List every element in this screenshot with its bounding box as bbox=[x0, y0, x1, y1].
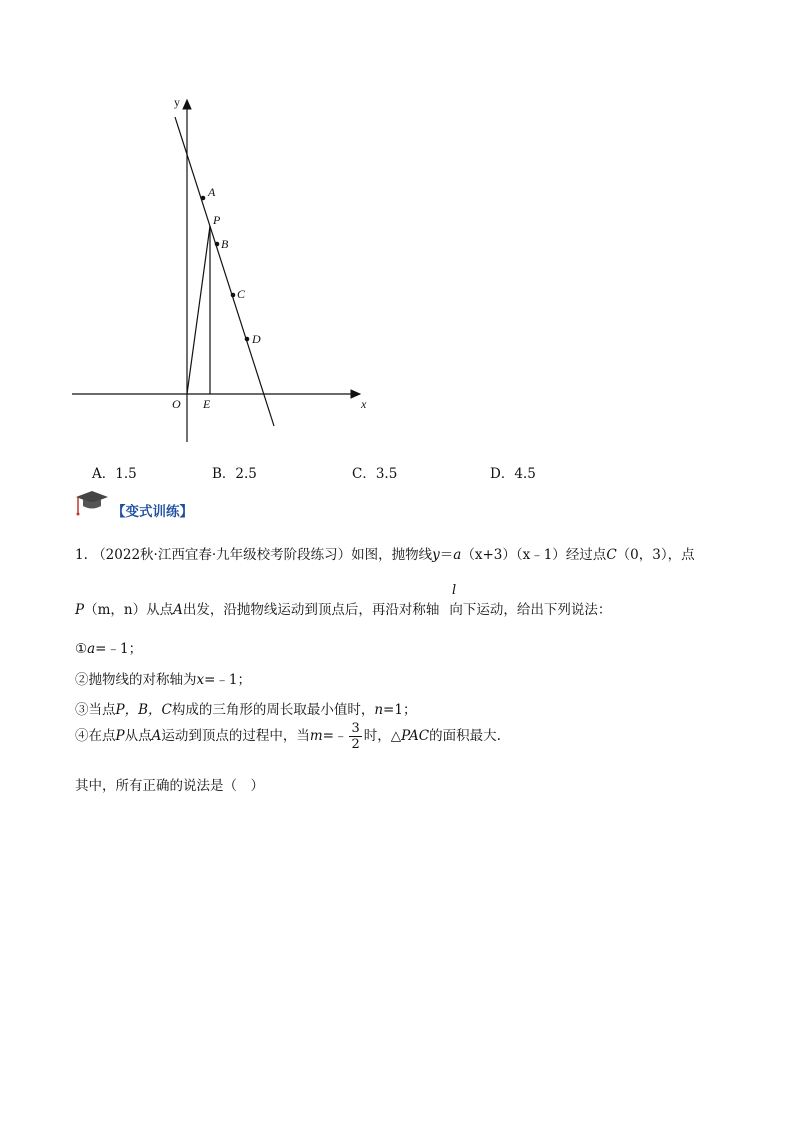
equation-eq: ＝ bbox=[439, 547, 454, 563]
statement-var: x bbox=[196, 672, 205, 688]
statement-text: =﹣1； bbox=[204, 672, 252, 688]
statement-text: 的面积最大. bbox=[429, 728, 501, 744]
option-b: B．2.5 bbox=[212, 466, 257, 482]
axis-l-mark: l bbox=[452, 583, 457, 598]
fraction-numerator: 3 bbox=[351, 721, 360, 736]
segment-op bbox=[187, 226, 210, 394]
question-line-1 bbox=[75, 543, 695, 563]
statement-text: ④在点 bbox=[75, 728, 116, 744]
statement-4 bbox=[75, 722, 501, 751]
option-d-letter: D bbox=[490, 466, 501, 482]
option-b-letter: B bbox=[212, 466, 222, 482]
fraction-denominator: 2 bbox=[351, 737, 360, 752]
question-text: 如图，抛物线 bbox=[351, 547, 433, 563]
equation-a: a bbox=[453, 547, 462, 563]
line-ad bbox=[175, 117, 274, 426]
question-source: （2022秋·江西宜春·九年级校考阶段练习） bbox=[92, 547, 352, 563]
statement-2 bbox=[75, 668, 251, 688]
label-e: E bbox=[203, 397, 211, 411]
point-b bbox=[215, 242, 220, 247]
statement-text: =﹣ bbox=[322, 728, 348, 744]
statement-text: ③当点 bbox=[75, 702, 116, 718]
statement-var: A bbox=[151, 728, 162, 744]
point-d bbox=[245, 337, 250, 342]
question-number: 1. bbox=[75, 547, 88, 563]
statement-text: 运动到顶点的过程中，当 bbox=[161, 728, 310, 744]
coordinate-figure bbox=[0, 0, 800, 460]
option-c: C．3.5 bbox=[352, 466, 398, 482]
section-title: 【变式训练】 bbox=[112, 504, 193, 520]
statement-var: m bbox=[309, 728, 323, 744]
statement-text: =﹣1； bbox=[95, 641, 143, 657]
statement-text: =1； bbox=[383, 702, 417, 718]
statement-text: ②抛物线的对称轴为 bbox=[75, 672, 197, 688]
option-c-letter: C bbox=[352, 466, 363, 482]
label-p: P bbox=[213, 213, 221, 227]
equation-rest: （x+3）（x﹣1） bbox=[461, 547, 566, 563]
statement-text: 时，△ bbox=[363, 728, 402, 744]
label-a: A bbox=[208, 185, 216, 199]
question-text: （0，3），点 bbox=[616, 547, 695, 563]
question-text: 经过点 bbox=[565, 547, 607, 563]
statement-var: PAC bbox=[401, 728, 430, 744]
option-a-value: 1.5 bbox=[115, 466, 137, 482]
question-text: 向下运动，给出下列说法： bbox=[449, 602, 612, 618]
statement-marker: ① bbox=[75, 641, 88, 657]
statement-3 bbox=[75, 698, 416, 718]
point-a bbox=[201, 196, 206, 201]
y-axis-label: y bbox=[174, 95, 180, 109]
x-axis-label: x bbox=[361, 397, 367, 411]
option-a-letter: A bbox=[92, 466, 102, 482]
option-c-value: 3.5 bbox=[375, 466, 398, 482]
statement-var: P bbox=[115, 728, 125, 744]
statement-var: a bbox=[87, 641, 96, 657]
fraction bbox=[349, 722, 361, 751]
option-d-value: 4.5 bbox=[514, 466, 536, 482]
question-text: 出发，沿抛物线运动到顶点后，再沿对称轴 bbox=[182, 602, 440, 618]
option-d: D．4.5 bbox=[490, 466, 536, 482]
statement-1 bbox=[75, 637, 142, 657]
origin-label: O bbox=[172, 397, 181, 411]
statement-text: 从点 bbox=[124, 728, 152, 744]
point-a-ref: A bbox=[173, 602, 183, 618]
label-b: B bbox=[221, 237, 229, 251]
graduation-cap-icon bbox=[74, 488, 110, 518]
statement-var: n bbox=[374, 702, 384, 718]
option-b-value: 2.5 bbox=[235, 466, 257, 482]
option-a: A．1.5 bbox=[92, 466, 137, 482]
point-c-ref: C bbox=[606, 547, 617, 563]
point-p-ref: P bbox=[75, 602, 85, 618]
label-d: D bbox=[252, 332, 261, 346]
label-c: C bbox=[237, 287, 246, 301]
equation-y: y bbox=[432, 547, 440, 563]
question-final: 其中，所有正确的说法是（ ） bbox=[75, 778, 264, 794]
question-text: （m，n）从点 bbox=[84, 602, 174, 618]
statement-var: P，B，C bbox=[115, 702, 172, 718]
statement-text: 构成的三角形的周长取最小值时， bbox=[171, 702, 375, 718]
question-line-2 bbox=[75, 598, 611, 618]
point-c bbox=[231, 293, 236, 298]
